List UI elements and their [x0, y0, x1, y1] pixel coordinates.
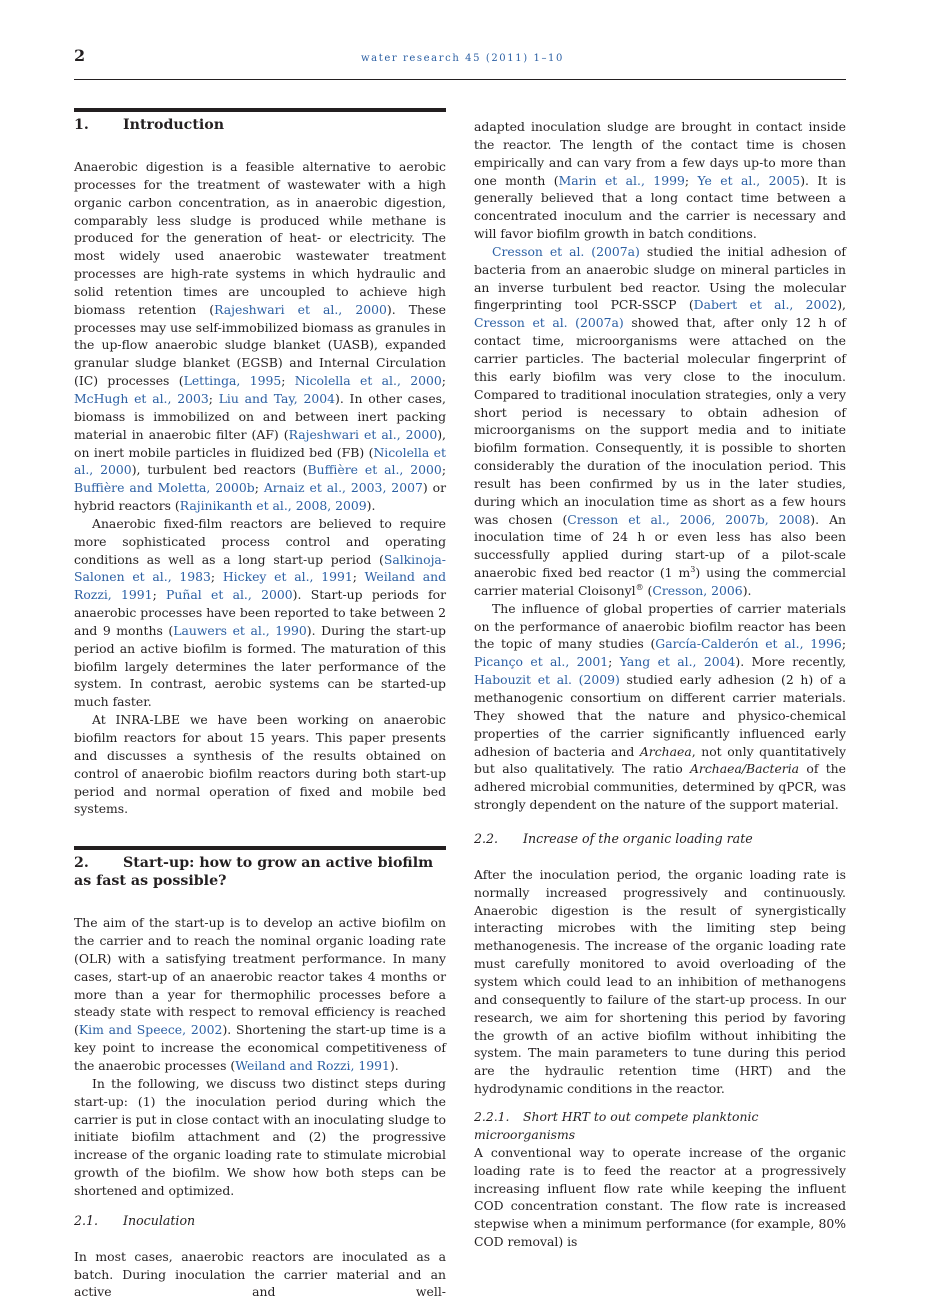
citation-link[interactable]: Picanço et al., 2001	[474, 654, 609, 670]
paragraph: In the following, we discuss two distinct steps during start-up: (1) the inoculation period during which the carrier is put in close contact with an inoculating sludge to initiate biofilm attachment and (2) the progressive increase of the organic loading rate to stimulate microbial growth of the biofilm. We show how both steps can be shortened and optimized.	[74, 1075, 447, 1198]
paragraph: Anaerobic digestion is a feasible alternative to aerobic processes for the treatment of wastewater with a high organic carbon concentration, as in anaerobic digestion, comparably less sludge is produced while methane is produced for the generation of heat- or electricity. The most widely used anaerobic wastewater treatment processes are high-rate systems in which hydraulic and solid retention times are uncoupled to achieve high biomass retention (Rajeshwari et al., 2000). These processes may use self-immobilized biomass as granules in the up-flow anaerobic sludge blanket (UASB), expanded granular sludge blanket (EGSB) and Internal Circulation (IC) processes (Lettinga, 1995; Nicolella et al., 2000; McHugh et al., 2003; Liu and Tay, 2004). In other cases, biomass is immobilized on and between inert packing material in anaerobic filter (AF) (Rajeshwari et al., 2000), on inert mobile particles in fluidized bed (FB) (Nicolella et al., 2000), turbulent bed reactors (Buffière et al., 2000; Buffière and Moletta, 2000b; Arnaiz et al., 2003, 2007) or hybrid reactors (Rajinikanth et al., 2008, 2009).	[74, 159, 447, 514]
italic-term: Archaea	[639, 743, 692, 759]
citation-link[interactable]: Yang et al., 2004	[619, 654, 736, 670]
citation-link[interactable]: Habouzit et al. (2009)	[474, 672, 620, 688]
citation-link[interactable]: Rajinikanth et al., 2008, 2009	[179, 498, 367, 514]
citation-link[interactable]: Salkinoja-Salonen et al., 1983	[74, 551, 446, 585]
running-head: water research 45 (2011) 1–10	[361, 53, 564, 64]
subsection-heading-inoculation	[74, 1212, 446, 1230]
citation-link[interactable]: Cresson, 2006	[652, 582, 743, 598]
subsection-title: Increase of the organic loading rate	[523, 830, 753, 846]
citation-link[interactable]: Buffière et al., 2000	[307, 462, 442, 478]
page-number: 2	[74, 46, 86, 65]
paragraph: A conventional way to operate increase of the organic loading rate is to feed the reactor at a progressively increasing influent flow rate while keeping the influent COD concentration constant. The flow rate is increased stepwise when a minimum performance (for example, 80% COD removal) is	[474, 1144, 846, 1250]
citation-link[interactable]: Rajeshwari et al., 2000	[214, 301, 387, 317]
section-title: Introduction	[123, 117, 225, 133]
citation-link[interactable]: Rajeshwari et al., 2000	[288, 426, 438, 442]
citation-link[interactable]: Liu and Tay, 2004	[218, 390, 335, 406]
citation-link[interactable]: García-Calderón et al., 1996	[655, 636, 842, 652]
citation-link[interactable]: Lauwers et al., 1990	[173, 622, 307, 638]
paragraph: Anaerobic fixed-film reactors are believed to require more sophisticated process control and operating conditions as well as a long start-up period (Salkinoja-Salonen et al., 1983; Hickey et al., 1991; Weiland and Rozzi, 1991; Puñal et al., 2000). Start-up periods for anaerobic processes have been reported to take between 2 and 9 months (Lauwers et al., 1990). During the start-up period an active biofilm is formed. The maturation of this biofilm largely determines the later performance of the system. In contrast, aerobic systems can be started-up much faster.	[74, 515, 447, 710]
citation-link[interactable]: Weiland and Rozzi, 1991	[74, 569, 447, 603]
right-column	[474, 118, 846, 1251]
section-heading-introduction	[74, 116, 446, 134]
citation-link[interactable]: Arnaiz et al., 2003, 2007	[263, 480, 423, 496]
citation-link[interactable]: Nicolella et al., 2000	[74, 444, 446, 478]
section-number: 1.	[74, 117, 89, 133]
paragraph-continued: adapted inoculation sludge are brought in contact inside the reactor. The length of the contact time is chosen empirically and can vary from a few days up-to more than one month (Marin et al., 1999; Ye et al., 2005). It is generally believed that a long contact time between a concentrated inoculum and the carrier is necessary and will favor biofilm growth in batch conditions.	[474, 119, 846, 242]
citation-link[interactable]: Dabert et al., 2002	[693, 297, 838, 313]
citation-link[interactable]: Hickey et al., 1991	[222, 569, 353, 585]
citation-link[interactable]: McHugh et al., 2003	[74, 390, 209, 406]
paragraph: The influence of global properties of carrier materials on the performance of anaerobic biofilm reactor has been the topic of many studies (García-Calderón et al., 1996; Picanço et al., 2001; Yang et al., 2004). More recently, Habouzit et al. (2009) studied early adhesion (2 h) of a methanogenic consortium on different carrier materials. They showed that the nature and physico-chemical properties of the carrier significantly influenced early adhesion of bacteria and Archaea, not only quantitatively but also qualitatively. The ratio Archaea/Bacteria of the adhered microbial communities, determined by qPCR, was strongly dependent on the nature of the support material.	[474, 600, 847, 813]
citation-link[interactable]: Cresson et al., 2006, 2007b, 2008	[567, 511, 811, 527]
subsubsection-title: Short HRT to out compete planktonic microorganisms	[474, 1108, 759, 1142]
citation-link[interactable]: Kim and Speece, 2002	[78, 1022, 223, 1038]
paragraph-split: In most cases, anaerobic reactors are inoculated as a batch. During inoculation the carrier material and an active and well-	[74, 1248, 446, 1300]
superscript: 3	[690, 564, 696, 574]
citation-link[interactable]: Marin et al., 1999	[558, 172, 685, 188]
paragraph: After the inoculation period, the organic loading rate is normally increased progressively and continuously. Anaerobic digestion is the result of synergistically interacting microbes with the limiting step being methanogenesis. The increase of the organic loading rate must carefully monitored to avoid overloading of the system which could lead to an inhibition of methanogens and consequently to failure of the start-up process. In our research, we aim for shortening this period by favoring the growth of an active biofilm without inhibiting the system. The main parameters to tune during this period are the hydraulic retention time (HRT) and the hydrodynamic conditions in the reactor.	[474, 866, 846, 1097]
paragraph: The aim of the start-up is to develop an active biofilm on the carrier and to reach the nominal organic loading rate (OLR) with a satisfying treatment performance. In many cases, start-up of an anaerobic reactor takes 4 months or more than a year for thermophilic processes before a steady state with respect to removal efficiency is reached (Kim and Speece, 2002). Shortening the start-up time is a key point to increase the economical competitiveness of the anaerobic processes (Weiland and Rozzi, 1991).	[74, 915, 446, 1073]
subsubsection-number: 2.2.1.	[474, 1108, 510, 1124]
left-column	[74, 108, 446, 1301]
citation-link[interactable]: Cresson et al. (2007a)	[474, 315, 624, 331]
citation-link[interactable]: Weiland and Rozzi, 1991	[235, 1057, 390, 1073]
subsubsection-heading-short-hrt	[474, 1108, 846, 1144]
section-heading-start-up	[74, 854, 446, 890]
subsection-number: 2.1.	[74, 1212, 99, 1228]
section-rule	[74, 108, 446, 112]
citation-link[interactable]: Cresson et al. (2007a)	[492, 243, 640, 259]
subsection-number: 2.2.	[474, 830, 499, 846]
header-rule	[74, 79, 846, 80]
paragraph: At INRA-LBE we have been working on anaerobic biofilm reactors for about 15 years. This paper presents and discusses a synthesis of the results obtained on control of anaerobic biofilm reactors during both start-up period and normal operation of fixed and mobile bed systems.	[74, 712, 446, 817]
citation-link[interactable]: Nicolella et al., 2000	[294, 373, 442, 389]
superscript: ®	[635, 582, 644, 592]
citation-link[interactable]: Lettinga, 1995	[183, 373, 282, 389]
italic-term: Archaea/Bacteria	[689, 761, 800, 777]
section-rule	[74, 846, 446, 850]
citation-link[interactable]: Buffière and Moletta, 2000b	[74, 480, 255, 496]
subsection-title: Inoculation	[123, 1212, 196, 1228]
subsection-heading-organic-loading	[474, 830, 846, 848]
citation-link[interactable]: Ye et al., 2005	[697, 172, 801, 188]
section-title: Start-up: how to grow an active biofilm as fast as possible?	[74, 855, 434, 890]
paragraph: Cresson et al. (2007a) studied the initial adhesion of bacteria from an anaerobic sludge on mineral particles in an inverse turbulent bed reactor. Using the molecular fingerprinting tool PCR-SSCP (Dabert et al., 2002), Cresson et al. (2007a) showed that, after only 12 h of contact time, microorganisms were attached on the carrier particles. The bacterial molecular fingerprint of this early biofilm was very close to the inoculum. Compared to traditional inoculation strategies, only a very short period is necessary to obtain adhesion of microorganisms on the support media and to initiate biofilm formation. Consequently, it is possible to shorten considerably the duration of the inoculation period. This result has been confirmed by us in the later studies, during which an inoculation time as short as a few hours was chosen (Cresson et al., 2006, 2007b, 2008). An inoculation time of 24 h or even less has also been successfully applied during start-up of a pilot-scale anaerobic fixed bed reactor (1 $m^3$) using the commercial carrier material Cloisonyl® (Cresson, 2006).	[474, 243, 847, 598]
citation-link[interactable]: Puñal et al., 2000	[166, 587, 293, 603]
section-number: 2.	[74, 855, 89, 872]
